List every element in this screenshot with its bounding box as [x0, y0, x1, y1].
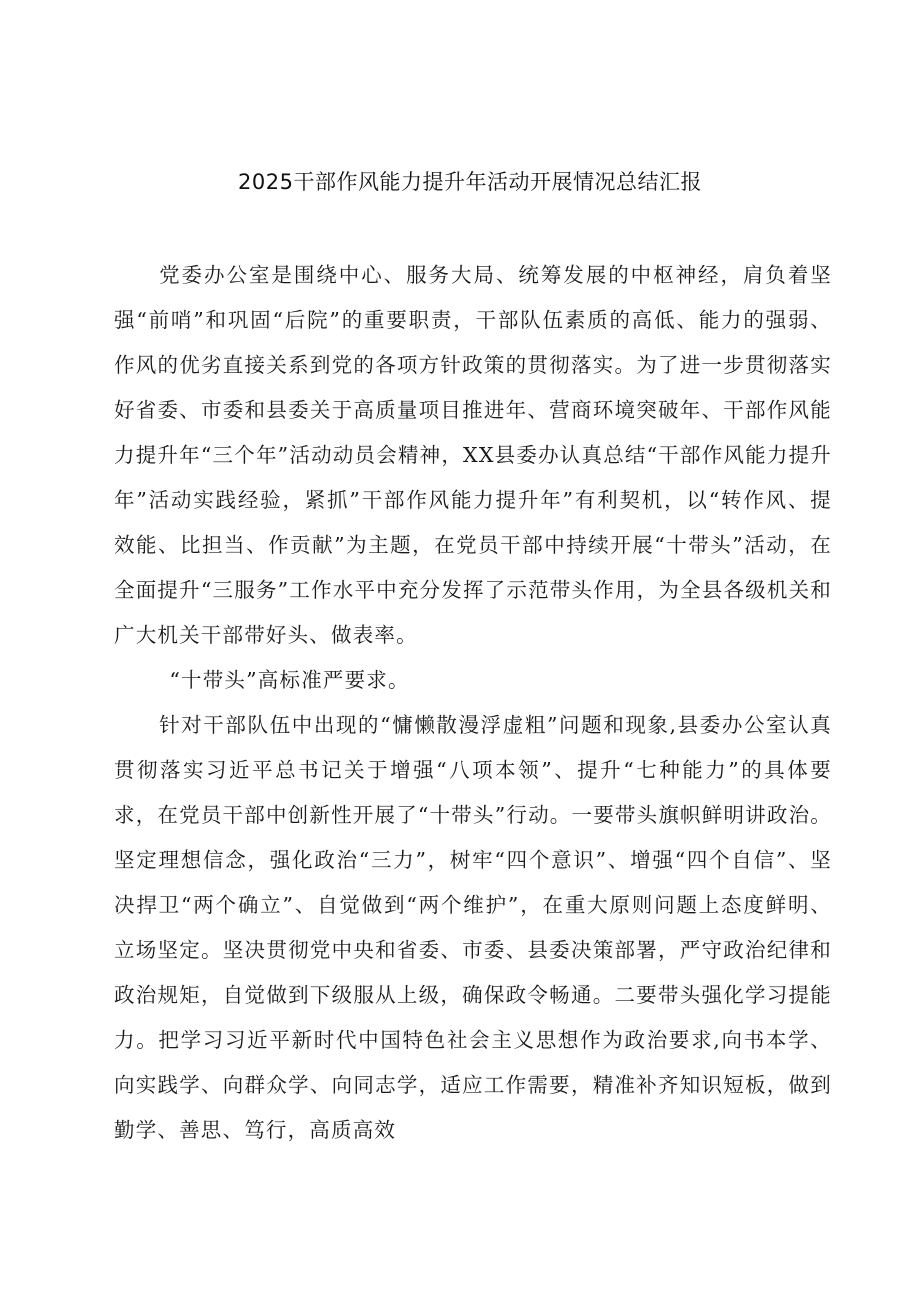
document-body: [114, 253, 832, 1153]
section-heading: “十带头”高标准严要求。: [169, 668, 410, 692]
document-title: 2025干部作风能力提升年活动开展情况总结汇报: [238, 170, 702, 194]
paragraph-ten-leads: 针对干部队伍中出现的“慵懒散漫浮虚粗”问题和现象,县委办公室认真贯彻落实习近平总书记关于增强“八项本领”、提升“七种能力”的具体要求，在党员干部中创新性开展了“十带头”行动。一要带头旗帜鲜明讲政治。坚定理想信念，强化政治“三力”，树牢“四个意识”、增强“四个自信”、坚决捍卫“两个确立”、自觉做到“两个维护”，在重大原则问题上态度鲜明、立场坚定。坚决贯彻党中央和省委、市委、县委决策部署，严守政治纪律和政治规矩，自觉做到下级服从上级，确保政令畅通。二要带头强化学习提能力。把学习习近平新时代中国特色社会主义思想作为政治要求,向书本学、向实践学、向群众学、向同志学，适应工作需要，精准补齐知识短板，做到勤学、善思、笃行，高质高效: [114, 713, 832, 1142]
paragraph-intro: 党委办公室是围绕中心、服务大局、统筹发展的中枢神经，肩负着坚强“前哨”和巩固“后院”的重要职责，干部队伍素质的高低、能力的强弱、作风的优劣直接关系到党的各项方针政策的贯彻落实。为了进一步贯彻落实好省委、市委和县委关于高质量项目推进年、营商环境突破年、干部作风能力提升年“三个年”活动动员会精神，XX县委办认真总结“干部作风能力提升年”活动实践经验，紧抓”干部作风能力提升年”有利契机，以“转作风、提效能、比担当、作贡献”为主题，在党员干部中持续开展“十带头”活动，在全面提升“三服务”工作水平中充分发挥了示范带头作用，为全县各级机关和广大机关干部带好头、做表率。: [114, 263, 832, 647]
